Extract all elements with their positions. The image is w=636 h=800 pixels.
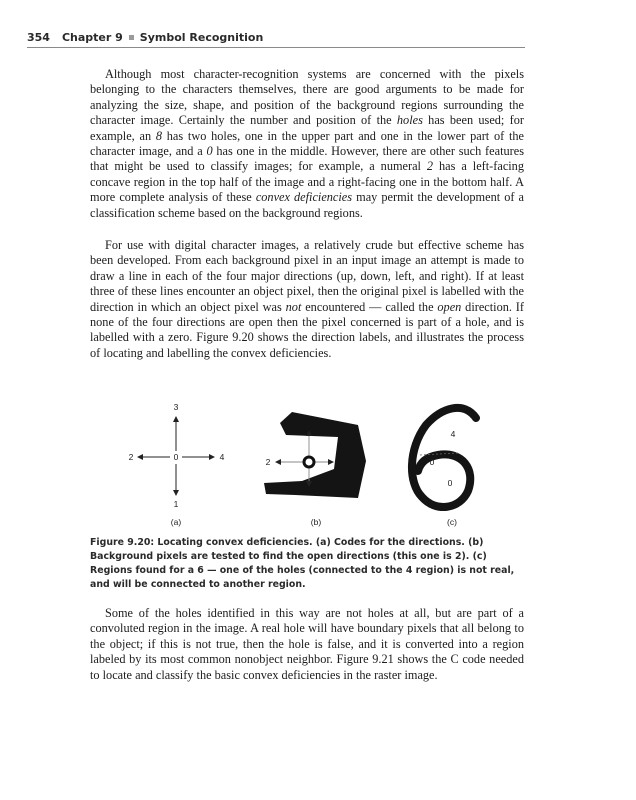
- chapter-title: Symbol Recognition: [139, 31, 264, 44]
- figure-graphic: [90, 395, 526, 535]
- chapter-label: Chapter 9: [61, 31, 123, 44]
- code-right: 4: [219, 452, 225, 462]
- open-direction-code: 2: [265, 457, 271, 467]
- panel-b-open-direction: [264, 412, 366, 527]
- panel-c-label: (c): [447, 517, 457, 527]
- test-pixel-icon: [304, 457, 314, 467]
- panel-b-label: (b): [310, 517, 322, 527]
- text-run: may permit the development of a classification scheme based on the background regions.: [90, 190, 524, 220]
- running-header: [27, 31, 525, 48]
- separator-square-icon: [129, 35, 134, 40]
- figure-9-20: [90, 395, 526, 535]
- text-run: direction. If none of the four directions are open then the pixel concerned is part of a hole, and is labelled with a zero. Figure 9.20 shows the direction labels, and illustrates the process of locating and labelling the convex deficiencies.: [90, 299, 524, 360]
- code-up: 3: [173, 402, 179, 412]
- text-run: has been used; for example, an: [90, 113, 524, 143]
- caption-label: Figure 9.20:: [90, 537, 155, 548]
- page-number: 354: [27, 31, 50, 44]
- numeral-six-shape: [412, 408, 476, 507]
- code-center: 0: [173, 452, 179, 462]
- emphasis-run: not: [285, 299, 302, 314]
- text-run: has one in the middle. However, there are other such features that might be used to classify images; for example, a numeral: [90, 144, 524, 174]
- emphasis-run: holes: [396, 113, 423, 128]
- region-top-code: 4: [450, 429, 456, 439]
- figure-caption: [90, 536, 526, 592]
- emphasis-run: convex deficiencies: [255, 190, 353, 205]
- paragraph-2: [90, 238, 524, 361]
- emphasis-run: open: [437, 299, 462, 314]
- region-hole-code: 0: [447, 478, 453, 488]
- emphasis-run: 0: [206, 144, 213, 159]
- text-run: Although most character-recognition systems are concerned with the pixels belonging to the characters themselves, there are good arguments to be made for analyzing the size, shape, and position of the background regions surrounding the character image. Certainly the number and position of the: [90, 67, 524, 128]
- paragraph-3: [90, 606, 524, 683]
- panel-a-label: (a): [170, 517, 182, 527]
- text-run: has a left-facing concave region in the top half of the image and a right-facing one in the bottom half. A more complete analysis of these: [90, 159, 524, 205]
- emphasis-run: 8: [155, 128, 163, 143]
- code-down: 1: [173, 499, 179, 509]
- text-run: For use with digital character images, a relatively crude but effective scheme has been developed. From each background pixel in an input image an attempt is made to draw a line in each of the four major directions (up, down, left, and right). If at least three of these lines encounter an object pixel, then the original pixel is labelled with the direction in which an object pixel was: [90, 238, 524, 314]
- text-run: has two holes, one in the upper part and one in the lower part of the character image, and a: [90, 128, 524, 159]
- text-run: Some of the holes identified in this way are not holes at all, but are part of a convoluted region in the image. A real hole will have boundary pixels that all belong to the object; if this is not true, then the hole is false, and it is converted into a region labeled by its most common nonobject neighbor. Figure 9.21 shows the C code needed to locate and classify the basic convex deficiencies in the raster image.: [90, 606, 524, 682]
- panel-c-six-regions: [412, 408, 476, 527]
- code-left: 2: [128, 452, 134, 462]
- panel-a-direction-codes: [129, 402, 225, 527]
- text-run: encountered — called the: [301, 299, 438, 314]
- object-shape: [264, 412, 366, 498]
- region-mid-code: 0: [429, 457, 435, 467]
- caption-text: Locating convex deficiencies. (a) Codes for the directions. (b) Background pixels are tested to find the open directions (this one is 2). (c) Regions found for a 6 — one of the holes (connected to the 4 region) is not real, and will be connected to another region.: [90, 537, 515, 590]
- emphasis-run: 2: [426, 159, 434, 174]
- paragraph-1: [90, 67, 524, 221]
